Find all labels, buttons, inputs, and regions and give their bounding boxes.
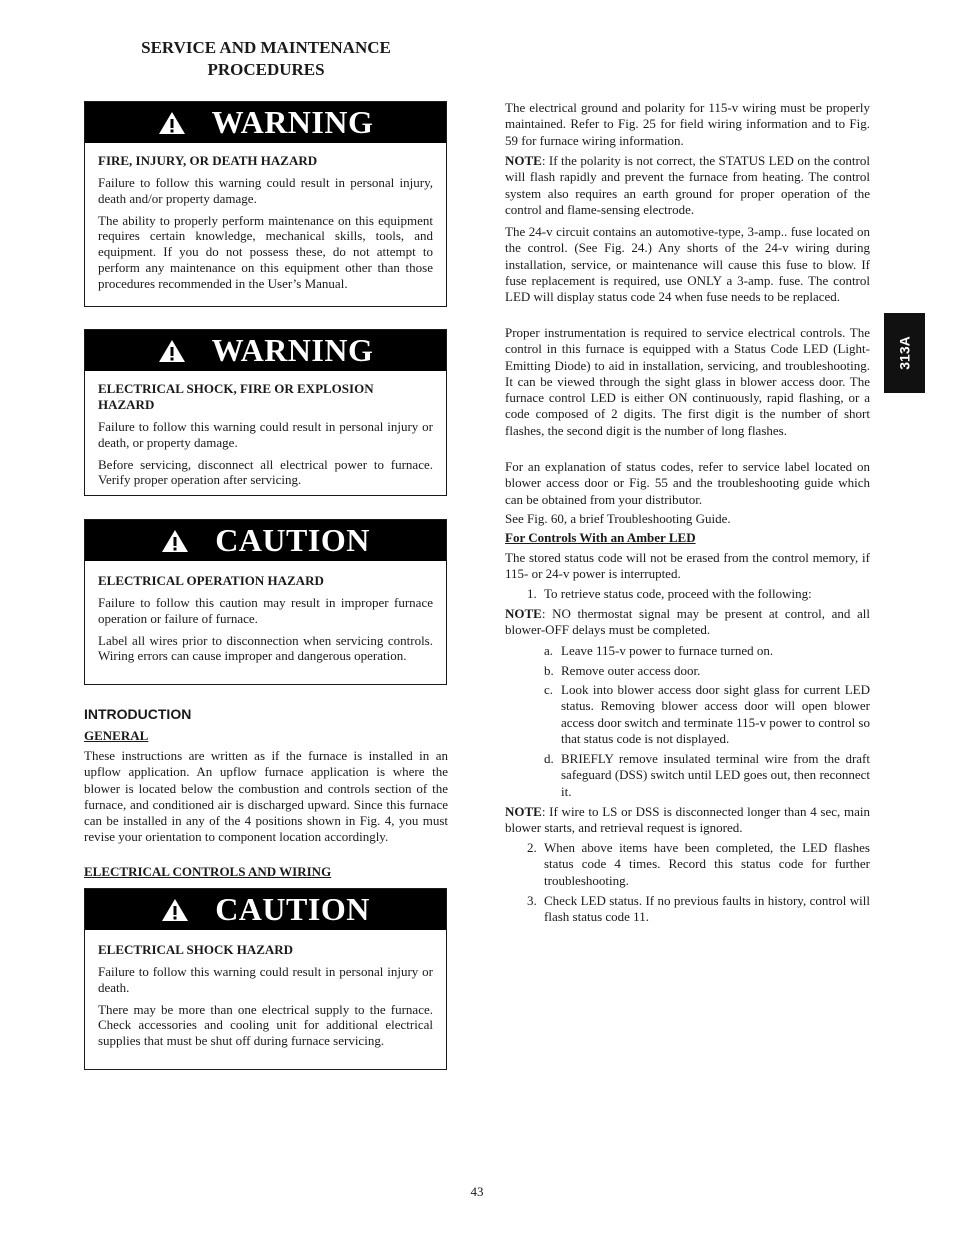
- general-heading: GENERAL: [84, 728, 149, 743]
- warning-triangle-icon: [158, 111, 186, 135]
- hazard-text: Failure to follow this caution may result in improper furnace operation or failure of furnace.: [98, 595, 433, 626]
- general-text: These instructions are written as if the furnace is installed in an upflow application. An upflow furnace application is where the blower is located below the combustion and controls section of the furnace, and conditioned air is discharged upward. Since this furnace can be installed in any of the 4 positions shown in Fig. 4, you must revise your orientation to component location accordingly.: [84, 748, 448, 845]
- list-item: 3. Check LED status. If no previous faults in history, control will flash status code 11.: [527, 893, 870, 925]
- hazard-text: Label all wires prior to disconnection when servicing controls. Wiring errors can cause improper and dangerous operation.: [98, 632, 433, 664]
- caution-box-shock: [84, 888, 447, 1070]
- warning-triangle-icon: [161, 898, 189, 922]
- fuse-text: The 24-v circuit contains an automotive-type, 3-amp.. fuse located on the control. (See Fig. 24.) Any shorts of the 24-v wiring during installation, service, or maintenance will cause this fuse to blow. If fuse replacement is required, use ONLY a 3-amp. fuse. The control LED will display status code 24 when fuse needs to be replaced.: [505, 224, 870, 305]
- hazard-text: Failure to follow this warning could result in personal injury or death, or property damage.: [98, 419, 433, 450]
- ground-polarity-text: The electrical ground and polarity for 115-v wiring must be properly maintained. Refer to Fig. 25 for field wiring information and to Fig. 59 for furnace wiring information.: [505, 100, 870, 148]
- warning-box-fire: [84, 101, 447, 307]
- list-item: 1. To retrieve status code, proceed with the following:: [527, 586, 812, 601]
- introduction-heading: INTRODUCTION: [84, 706, 192, 722]
- thermostat-note: NOTE: NO thermostat signal may be present at control, and all blower-OFF delays must be completed.: [505, 606, 870, 638]
- list-item: d. BRIEFLY remove insulated terminal wire from the draft safeguard (DSS) switch until LED goes out, then reconnect it.: [544, 751, 870, 799]
- warning-banner: WARNING: [85, 102, 446, 143]
- list-item: 2. When above items have been completed, the LED flashes status code 4 times. Record this status code for further troubleshooting.: [527, 840, 870, 888]
- hazard-text: Failure to follow this warning could result in personal injury or death.: [98, 964, 433, 995]
- hazard-text: There may be more than one electrical supply to the furnace. Check accessories and cooling unit for additional electrical supplies that must be shut off during furnace servicing.: [98, 1001, 433, 1049]
- amber-led-heading: For Controls With an Amber LED: [505, 530, 696, 545]
- polarity-note: NOTE: If the polarity is not correct, the STATUS LED on the control will flash rapidly and prevent the furnace from heating. The control system also requires an earth ground for proper operation of the control and flame-sensing electrode.: [505, 153, 870, 217]
- model-side-tab: 313A: [884, 313, 925, 393]
- caution-banner: CAUTION: [85, 889, 446, 930]
- stored-code-text: The stored status code will not be erased from the control memory, if 115- or 24-v power is interrupted.: [505, 550, 870, 582]
- hazard-text: Before servicing, disconnect all electrical power to furnace. Verify proper operation after servicing.: [98, 456, 433, 488]
- troubleshooting-guide-text: See Fig. 60, a brief Troubleshooting Guide.: [505, 511, 731, 526]
- caution-banner: CAUTION: [85, 520, 446, 561]
- caution-box-operation: [84, 519, 447, 685]
- page-number: 43: [470, 1184, 484, 1199]
- hazard-text: The ability to properly perform maintenance on this equipment requires certain knowledge, mechanical skills, tools, and equipment. If you do not possess these, do not attempt to perform any maintenance on this equipment other than those procedures recommended in the User’s Manual.: [98, 212, 433, 291]
- hazard-title: ELECTRICAL SHOCK HAZARD: [98, 942, 294, 957]
- list-item: c. Look into blower access door sight glass for current LED status. Removing blower access door will open blower access door switch and terminate 115-v power to control so that status code is not displayed.: [544, 682, 870, 746]
- hazard-title: ELECTRICAL SHOCK, FIRE OR EXPLOSION HAZARD: [98, 381, 374, 412]
- electrical-controls-heading: ELECTRICAL CONTROLS AND WIRING: [84, 864, 332, 879]
- warning-banner: WARNING: [85, 330, 446, 371]
- warning-triangle-icon: [158, 339, 186, 363]
- instrumentation-text: Proper instrumentation is required to service electrical controls. The control in this furnace is equipped with a Status Code LED (Light-Emitting Diode) to aid in installation, servicing, and troubleshooting. It can be viewed through the sight glass in blower access door. The furnace control LED is either ON continuously, rapid flashing, or a code composed of 2 digits. The first digit is the number of short flashes, the second digit is the number of long flashes.: [505, 325, 870, 438]
- warning-triangle-icon: [161, 529, 189, 553]
- warning-box-electrical: [84, 329, 447, 496]
- hazard-title: ELECTRICAL OPERATION HAZARD: [98, 573, 324, 588]
- hazard-title: FIRE, INJURY, OR DEATH HAZARD: [98, 153, 318, 168]
- list-item: b. Remove outer access door.: [544, 663, 701, 678]
- list-item: a. Leave 115-v power to furnace turned on.: [544, 643, 774, 658]
- status-codes-text: For an explanation of status codes, refer to service label located on blower access door or Fig. 55 and the troubleshooting guide which can be obtained from your distributor.: [505, 459, 870, 507]
- section-title: SERVICE AND MAINTENANCE PROCEDURES: [141, 38, 391, 79]
- hazard-text: Failure to follow this warning could result in personal injury, death and/or property damage.: [98, 175, 433, 206]
- wire-disconnect-note: NOTE: If wire to LS or DSS is disconnected longer than 4 sec, main blower starts, and retrieval request is ignored.: [505, 804, 870, 836]
